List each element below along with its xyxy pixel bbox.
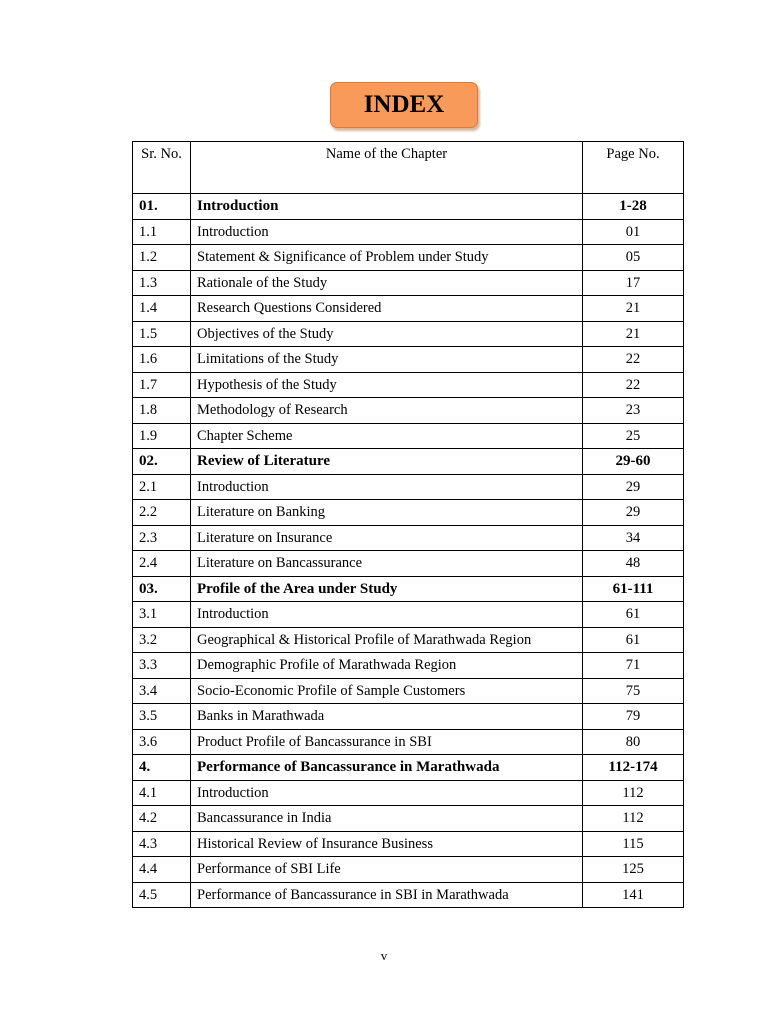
row-chapter-name: Performance of Bancassurance in SBI in Marathwada <box>191 882 583 908</box>
row-sr-no: 4.3 <box>133 831 191 857</box>
row-sr-no: 2.4 <box>133 551 191 577</box>
row-page-no: 61 <box>583 627 684 653</box>
section-row <box>133 780 684 806</box>
row-page-no: 112-174 <box>583 755 684 781</box>
section-row <box>133 551 684 577</box>
row-sr-no: 1.8 <box>133 398 191 424</box>
row-chapter-name: Introduction <box>191 602 583 628</box>
section-row <box>133 602 684 628</box>
row-chapter-name: Hypothesis of the Study <box>191 372 583 398</box>
row-page-no: 115 <box>583 831 684 857</box>
row-chapter-name: Statement & Significance of Problem under Study <box>191 245 583 271</box>
row-page-no: 1-28 <box>583 194 684 220</box>
row-page-no: 17 <box>583 270 684 296</box>
row-page-no: 80 <box>583 729 684 755</box>
row-page-no: 22 <box>583 347 684 373</box>
row-page-no: 34 <box>583 525 684 551</box>
row-sr-no: 2.1 <box>133 474 191 500</box>
section-row <box>133 423 684 449</box>
row-page-no: 29 <box>583 474 684 500</box>
row-sr-no: 4.4 <box>133 857 191 883</box>
row-sr-no: 1.5 <box>133 321 191 347</box>
section-row <box>133 729 684 755</box>
index-table-body <box>133 194 684 908</box>
index-table <box>132 141 684 908</box>
section-row <box>133 347 684 373</box>
row-sr-no: 4.1 <box>133 780 191 806</box>
row-chapter-name: Limitations of the Study <box>191 347 583 373</box>
row-chapter-name: Objectives of the Study <box>191 321 583 347</box>
row-page-no: 22 <box>583 372 684 398</box>
section-row <box>133 882 684 908</box>
row-sr-no: 4.2 <box>133 806 191 832</box>
section-row <box>133 806 684 832</box>
row-chapter-name: Introduction <box>191 474 583 500</box>
index-title: INDEX <box>330 82 478 128</box>
table-header-row <box>133 142 684 194</box>
section-row <box>133 321 684 347</box>
row-chapter-name: Literature on Bancassurance <box>191 551 583 577</box>
row-sr-no: 3.3 <box>133 653 191 679</box>
section-row <box>133 627 684 653</box>
row-chapter-name: Performance of SBI Life <box>191 857 583 883</box>
row-page-no: 01 <box>583 219 684 245</box>
row-chapter-name: Research Questions Considered <box>191 296 583 322</box>
row-sr-no: 3.5 <box>133 704 191 730</box>
row-sr-no: 3.1 <box>133 602 191 628</box>
row-page-no: 125 <box>583 857 684 883</box>
chapter-row <box>133 576 684 602</box>
page-number: v <box>380 948 388 963</box>
chapter-row <box>133 449 684 475</box>
row-page-no: 141 <box>583 882 684 908</box>
row-sr-no: 4. <box>133 755 191 781</box>
row-chapter-name: Introduction <box>191 219 583 245</box>
row-sr-no: 4.5 <box>133 882 191 908</box>
section-row <box>133 500 684 526</box>
section-row <box>133 219 684 245</box>
section-row <box>133 474 684 500</box>
row-page-no: 61-111 <box>583 576 684 602</box>
section-row <box>133 270 684 296</box>
row-sr-no: 2.3 <box>133 525 191 551</box>
row-sr-no: 1.4 <box>133 296 191 322</box>
row-page-no: 75 <box>583 678 684 704</box>
row-page-no: 112 <box>583 780 684 806</box>
row-sr-no: 1.3 <box>133 270 191 296</box>
row-chapter-name: Introduction <box>191 194 583 220</box>
section-row <box>133 398 684 424</box>
section-row <box>133 296 684 322</box>
row-sr-no: 01. <box>133 194 191 220</box>
row-chapter-name: Profile of the Area under Study <box>191 576 583 602</box>
row-chapter-name: Product Profile of Bancassurance in SBI <box>191 729 583 755</box>
header-page-no: Page No. <box>583 142 684 194</box>
section-row <box>133 653 684 679</box>
section-row <box>133 525 684 551</box>
row-page-no: 48 <box>583 551 684 577</box>
row-sr-no: 3.2 <box>133 627 191 653</box>
header-chapter-name: Name of the Chapter <box>191 142 583 194</box>
section-row <box>133 245 684 271</box>
header-sr-no: Sr. No. <box>133 142 191 194</box>
row-chapter-name: Introduction <box>191 780 583 806</box>
row-page-no: 29-60 <box>583 449 684 475</box>
row-chapter-name: Literature on Insurance <box>191 525 583 551</box>
row-sr-no: 02. <box>133 449 191 475</box>
row-chapter-name: Geographical & Historical Profile of Marathwada Region <box>191 627 583 653</box>
row-chapter-name: Performance of Bancassurance in Marathwada <box>191 755 583 781</box>
row-chapter-name: Methodology of Research <box>191 398 583 424</box>
row-page-no: 112 <box>583 806 684 832</box>
section-row <box>133 831 684 857</box>
row-sr-no: 1.6 <box>133 347 191 373</box>
row-chapter-name: Rationale of the Study <box>191 270 583 296</box>
row-chapter-name: Demographic Profile of Marathwada Region <box>191 653 583 679</box>
row-sr-no: 1.9 <box>133 423 191 449</box>
section-row <box>133 857 684 883</box>
row-page-no: 23 <box>583 398 684 424</box>
row-chapter-name: Literature on Banking <box>191 500 583 526</box>
chapter-row <box>133 194 684 220</box>
row-page-no: 79 <box>583 704 684 730</box>
chapter-row <box>133 755 684 781</box>
row-sr-no: 1.1 <box>133 219 191 245</box>
row-sr-no: 3.4 <box>133 678 191 704</box>
row-page-no: 29 <box>583 500 684 526</box>
row-chapter-name: Bancassurance in India <box>191 806 583 832</box>
row-chapter-name: Socio-Economic Profile of Sample Customers <box>191 678 583 704</box>
section-row <box>133 704 684 730</box>
row-sr-no: 3.6 <box>133 729 191 755</box>
row-sr-no: 03. <box>133 576 191 602</box>
row-sr-no: 1.2 <box>133 245 191 271</box>
row-page-no: 71 <box>583 653 684 679</box>
row-chapter-name: Review of Literature <box>191 449 583 475</box>
row-page-no: 21 <box>583 321 684 347</box>
row-page-no: 21 <box>583 296 684 322</box>
row-chapter-name: Historical Review of Insurance Business <box>191 831 583 857</box>
row-chapter-name: Chapter Scheme <box>191 423 583 449</box>
section-row <box>133 372 684 398</box>
row-sr-no: 2.2 <box>133 500 191 526</box>
row-page-no: 05 <box>583 245 684 271</box>
row-page-no: 25 <box>583 423 684 449</box>
row-chapter-name: Banks in Marathwada <box>191 704 583 730</box>
row-page-no: 61 <box>583 602 684 628</box>
section-row <box>133 678 684 704</box>
row-sr-no: 1.7 <box>133 372 191 398</box>
